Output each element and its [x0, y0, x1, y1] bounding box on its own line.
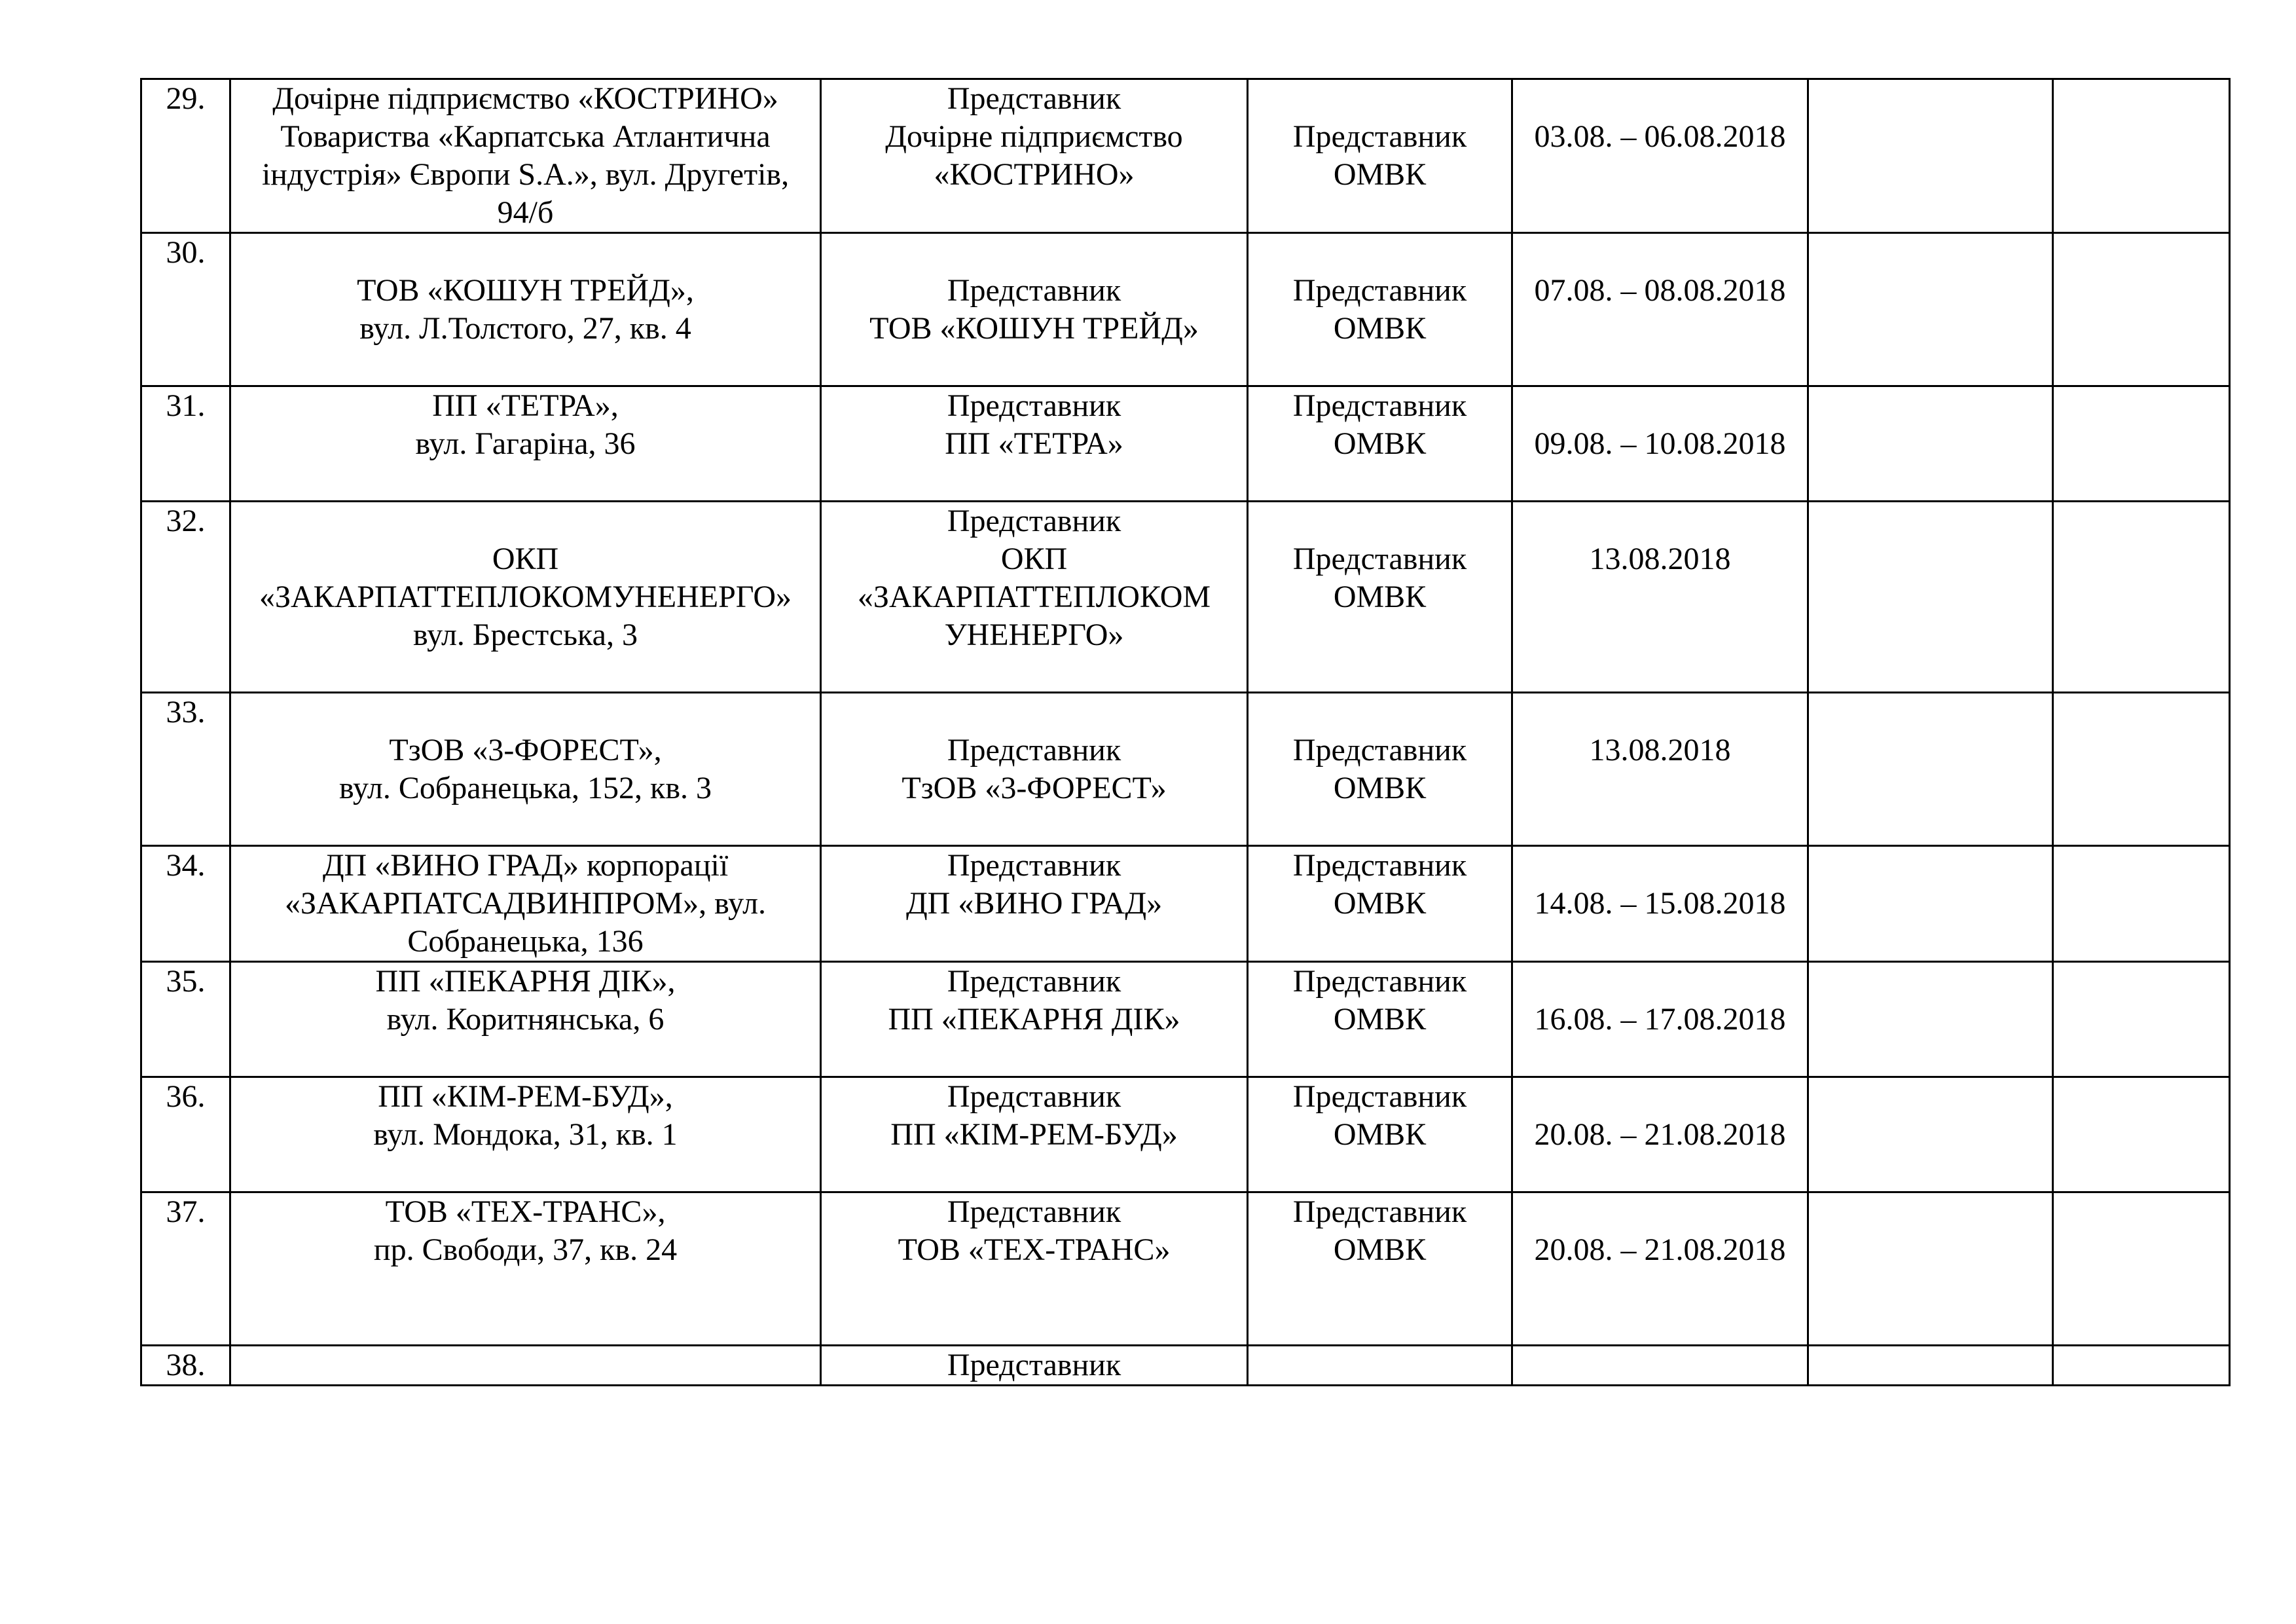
omvk-cell — [1248, 502, 1512, 693]
omvk-line: ОМВК — [1333, 426, 1427, 461]
organization-line: ДП «ВИНО ГРАД» корпорації — [322, 848, 729, 883]
organization-line: вул. Собранецька, 152, кв. 3 — [338, 771, 712, 805]
empty-cell — [2053, 1077, 2230, 1192]
empty-cell — [1808, 1192, 2053, 1346]
dates-cell: 09.08. – 10.08.2018 — [1512, 386, 1808, 502]
empty-cell — [1808, 846, 2053, 962]
omvk-line: Представник — [1292, 388, 1467, 423]
representative-line: ТОВ «ТЕХ-ТРАНС» — [898, 1232, 1171, 1267]
representative-cell — [821, 1192, 1248, 1346]
organization-line: Дочірне підприємство «КОСТРИНО» — [272, 81, 778, 116]
representative-line: Дочірне підприємство — [885, 119, 1183, 154]
representative-line: ОКП — [1000, 542, 1068, 576]
empty-cell — [2053, 386, 2230, 502]
dates-cell — [1512, 1346, 1808, 1386]
representative-cell — [821, 1346, 1248, 1386]
organization-line: ТзОВ «3-ФОРЕСТ», — [389, 733, 662, 767]
representative-line: Представник — [947, 964, 1121, 999]
omvk-line: Представник — [1292, 848, 1467, 883]
organization-line: «ЗАКАРПАТСАДВИНПРОМ», вул. — [284, 886, 767, 921]
representative-line: ДП «ВИНО ГРАД» — [905, 886, 1163, 921]
representative-line: ТзОВ «3-ФОРЕСТ» — [902, 771, 1167, 805]
organization-cell — [230, 846, 821, 962]
representative-line: Представник — [947, 1079, 1121, 1114]
dates-cell: 03.08. – 06.08.2018 — [1512, 79, 1808, 233]
dates-cell: 07.08. – 08.08.2018 — [1512, 233, 1808, 386]
organization-cell — [230, 693, 821, 846]
representative-line: «ЗАКАРПАТТЕПЛОКОМ — [857, 580, 1211, 614]
schedule-table — [140, 78, 2231, 1386]
table-row — [141, 233, 2230, 386]
omvk-cell — [1248, 1192, 1512, 1346]
table-row — [141, 1192, 2230, 1346]
organization-cell — [230, 79, 821, 233]
omvk-line: ОМВК — [1333, 580, 1427, 614]
organization-line: ПП «ТЕТРА», — [432, 388, 619, 423]
empty-cell — [1808, 233, 2053, 386]
table-row — [141, 502, 2230, 693]
row-number: 35. — [141, 962, 230, 1077]
representative-cell — [821, 693, 1248, 846]
empty-cell — [2053, 962, 2230, 1077]
representative-line: «КОСТРИНО» — [934, 157, 1135, 192]
omvk-line: Представник — [1292, 964, 1467, 999]
representative-line: Представник — [947, 388, 1121, 423]
representative-line: Представник — [947, 504, 1121, 538]
representative-line: ПП «ПЕКАРНЯ ДІК» — [888, 1002, 1180, 1037]
organization-line: вул. Мондока, 31, кв. 1 — [373, 1117, 678, 1152]
representative-cell — [821, 1077, 1248, 1192]
empty-cell — [1808, 1077, 2053, 1192]
table-row — [141, 1346, 2230, 1386]
organization-cell — [230, 1192, 821, 1346]
omvk-line: Представник — [1292, 733, 1467, 767]
representative-line: Представник — [947, 733, 1121, 767]
organization-line: вул. Л.Толстого, 27, кв. 4 — [359, 311, 691, 346]
omvk-line: ОМВК — [1333, 1002, 1427, 1037]
omvk-line: Представник — [1292, 119, 1467, 154]
empty-cell — [1808, 962, 2053, 1077]
empty-cell — [2053, 79, 2230, 233]
organization-line: вул. Коритнянська, 6 — [386, 1002, 665, 1037]
table-row — [141, 386, 2230, 502]
omvk-line: Представник — [1292, 1194, 1467, 1229]
organization-line: «ЗАКАРПАТТЕПЛОКОМУНЕНЕРГО» — [259, 580, 792, 614]
dates-cell: 20.08. – 21.08.2018 — [1512, 1192, 1808, 1346]
table-row — [141, 846, 2230, 962]
schedule-table-body — [141, 79, 2230, 1386]
representative-cell — [821, 386, 1248, 502]
omvk-line: Представник — [1292, 273, 1467, 308]
row-number: 34. — [141, 846, 230, 962]
representative-line: Представник — [947, 81, 1121, 116]
organization-line: ТОВ «КОШУН ТРЕЙД», — [357, 273, 694, 308]
dates-cell: 20.08. – 21.08.2018 — [1512, 1077, 1808, 1192]
empty-cell — [2053, 693, 2230, 846]
representative-line: Представник — [947, 1348, 1121, 1382]
representative-cell — [821, 846, 1248, 962]
organization-line: ПП «ПЕКАРНЯ ДІК», — [375, 964, 676, 999]
table-row — [141, 693, 2230, 846]
representative-line: УНЕНЕРГО» — [944, 618, 1124, 652]
organization-line: Собранецька, 136 — [407, 924, 644, 959]
row-number: 36. — [141, 1077, 230, 1192]
omvk-line: ОМВК — [1333, 311, 1427, 346]
representative-cell — [821, 79, 1248, 233]
row-number: 30. — [141, 233, 230, 386]
organization-line: вул. Брестська, 3 — [413, 618, 638, 652]
empty-cell — [2053, 1346, 2230, 1386]
organization-line: ОКП — [492, 542, 559, 576]
omvk-line: Представник — [1292, 542, 1467, 576]
row-number: 38. — [141, 1346, 230, 1386]
organization-line: ПП «КІМ-РЕМ-БУД», — [378, 1079, 673, 1114]
representative-line: ПП «КІМ-РЕМ-БУД» — [890, 1117, 1178, 1152]
row-number: 29. — [141, 79, 230, 233]
organization-cell — [230, 386, 821, 502]
dates-cell: 14.08. – 15.08.2018 — [1512, 846, 1808, 962]
table-row — [141, 962, 2230, 1077]
omvk-line: ОМВК — [1333, 886, 1427, 921]
organization-line: пр. Свободи, 37, кв. 24 — [373, 1232, 678, 1267]
representative-cell — [821, 962, 1248, 1077]
omvk-cell — [1248, 962, 1512, 1077]
representative-line: Представник — [947, 273, 1121, 308]
organization-cell — [230, 233, 821, 386]
omvk-line: Представник — [1292, 1079, 1467, 1114]
dates-cell: 16.08. – 17.08.2018 — [1512, 962, 1808, 1077]
representative-line: Представник — [947, 848, 1121, 883]
omvk-cell — [1248, 693, 1512, 846]
empty-cell — [1808, 79, 2053, 233]
empty-cell — [1808, 693, 2053, 846]
table-row — [141, 1077, 2230, 1192]
omvk-line: ОМВК — [1333, 771, 1427, 805]
representative-cell — [821, 233, 1248, 386]
empty-cell — [2053, 502, 2230, 693]
omvk-cell — [1248, 79, 1512, 233]
empty-cell — [1808, 386, 2053, 502]
representative-cell — [821, 502, 1248, 693]
organization-line: Товариства «Карпатська Атлантична — [280, 119, 771, 154]
omvk-cell — [1248, 846, 1512, 962]
omvk-cell — [1248, 1077, 1512, 1192]
empty-cell — [2053, 233, 2230, 386]
omvk-line: ОМВК — [1333, 1117, 1427, 1152]
row-number: 31. — [141, 386, 230, 502]
omvk-cell — [1248, 233, 1512, 386]
empty-cell — [1808, 502, 2053, 693]
dates-cell: 13.08.2018 — [1512, 502, 1808, 693]
row-number: 33. — [141, 693, 230, 846]
organization-line: 94/б — [497, 195, 554, 230]
empty-cell — [2053, 846, 2230, 962]
organization-cell — [230, 962, 821, 1077]
omvk-line: ОМВК — [1333, 157, 1427, 192]
empty-cell — [1808, 1346, 2053, 1386]
representative-line: ТОВ «КОШУН ТРЕЙД» — [869, 311, 1199, 346]
dates-cell: 13.08.2018 — [1512, 693, 1808, 846]
organization-cell — [230, 502, 821, 693]
row-number: 37. — [141, 1192, 230, 1346]
representative-line: Представник — [947, 1194, 1121, 1229]
organization-line: вул. Гагаріна, 36 — [415, 426, 636, 461]
organization-cell — [230, 1346, 821, 1386]
row-number: 32. — [141, 502, 230, 693]
table-row — [141, 79, 2230, 233]
empty-cell — [2053, 1192, 2230, 1346]
omvk-line: ОМВК — [1333, 1232, 1427, 1267]
omvk-cell — [1248, 386, 1512, 502]
organization-line: індустрія» Європи S.A.», вул. Другетів, — [261, 157, 790, 192]
organization-line: ТОВ «ТЕХ-ТРАНС», — [385, 1194, 666, 1229]
organization-cell — [230, 1077, 821, 1192]
representative-line: ПП «ТЕТРА» — [945, 426, 1123, 461]
omvk-cell — [1248, 1346, 1512, 1386]
